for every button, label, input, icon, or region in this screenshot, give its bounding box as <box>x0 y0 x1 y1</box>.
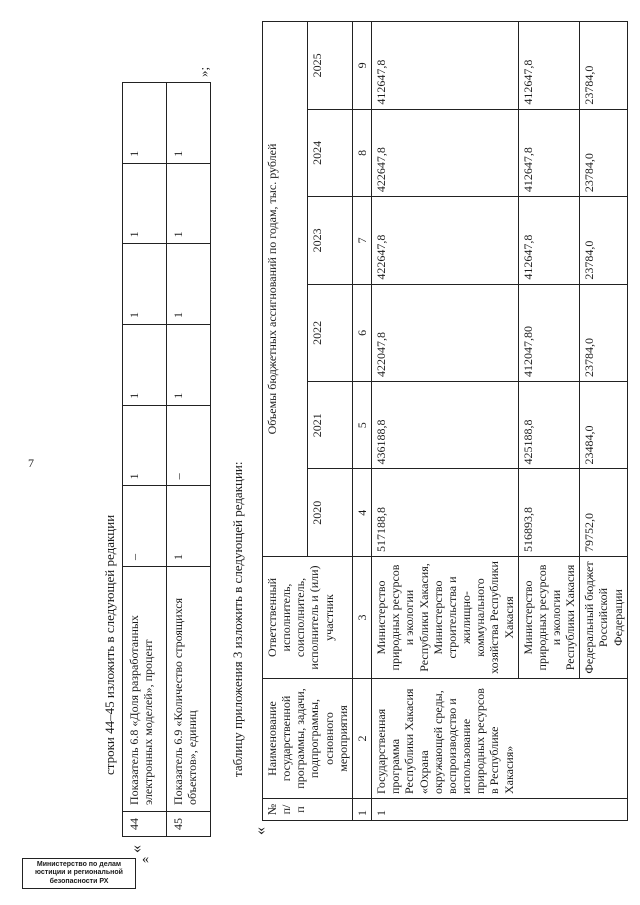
table-cell: 79752,0 <box>580 469 627 557</box>
table-cell: 1 <box>123 405 167 486</box>
table-cell: – <box>167 405 211 486</box>
header-year: 2024 <box>307 109 352 197</box>
stamp-quote: « <box>142 852 149 867</box>
table-cell: 1 <box>167 244 211 325</box>
table-cell: Показатель 6.9 «Количество строящихся объектов», единиц <box>167 567 211 812</box>
table-cell: Показатель 6.8 «Доля разработанных электронных моделей», процент <box>123 567 167 812</box>
table-cell: 1 <box>123 244 167 325</box>
table-cell: 1 <box>167 83 211 164</box>
table1-close-mark: »; <box>196 66 211 77</box>
header-year: 2022 <box>307 284 352 381</box>
column-number-row <box>352 22 371 821</box>
column-number: 3 <box>352 557 371 679</box>
table-cell: 1 <box>167 486 211 567</box>
table-cell: 1 <box>123 163 167 244</box>
page-number: 7 <box>28 456 34 470</box>
column-number: 4 <box>352 469 371 557</box>
indicators-table <box>122 82 211 837</box>
table-cell: 425188,8 <box>518 381 580 469</box>
column-number: 5 <box>352 381 371 469</box>
table-cell: 422047,8 <box>372 284 519 381</box>
column-number: 1 <box>352 799 371 821</box>
table-header-row <box>263 22 308 821</box>
header-year: 2023 <box>307 197 352 285</box>
table-row <box>372 22 519 821</box>
header-year: 2020 <box>307 469 352 557</box>
table-cell: 23484,0 <box>580 381 627 469</box>
table-row <box>167 83 211 837</box>
ministry-stamp: Министерство по делам юстиции и региональной безопасности РХ <box>22 858 136 889</box>
table-cell: 45 <box>167 812 211 837</box>
table-cell: 1 <box>123 325 167 406</box>
table-cell: 23784,0 <box>580 22 627 110</box>
column-number: 9 <box>352 22 371 110</box>
header-no: № п/п <box>263 799 353 821</box>
column-number: 6 <box>352 284 371 381</box>
table2-open-quote: « <box>252 827 269 835</box>
table-cell: 23784,0 <box>580 284 627 381</box>
table2-heading: таблицу приложения 3 изложить в следующей редакции: <box>230 461 245 777</box>
table-cell: 516893,8 <box>518 469 580 557</box>
table-cell: Министерство природных ресурсов и экологии Республики Хакасия <box>518 557 580 679</box>
header-volumes: Объемы бюджетных ассигнований по годам, тыс. рублей <box>263 22 308 557</box>
table-cell: 1 <box>167 163 211 244</box>
header-name: Наименование государственной программы, задачи, подпрограммы, основного мероприятия <box>263 679 353 799</box>
column-number: 2 <box>352 679 371 799</box>
column-number: 8 <box>352 109 371 197</box>
header-year: 2025 <box>307 22 352 110</box>
column-number: 7 <box>352 197 371 285</box>
table-cell: 412647,8 <box>518 197 580 285</box>
table-cell: 1 <box>372 799 628 821</box>
table-cell: 412647,8 <box>518 22 580 110</box>
header-year: 2021 <box>307 381 352 469</box>
table-cell: 422647,8 <box>372 109 519 197</box>
table-cell: 1 <box>123 83 167 164</box>
table-cell: 23784,0 <box>580 197 627 285</box>
header-executor: Ответственный исполнитель, соисполнитель, исполнитель и (или) участник <box>263 557 353 679</box>
table1-heading: строки 44–45 изложить в следующей редакции <box>102 514 117 775</box>
table-row <box>123 83 167 837</box>
table-cell: Федеральный бюджет Российской Федерации <box>580 557 627 679</box>
table-cell: 517188,8 <box>372 469 519 557</box>
table-cell: 412047,80 <box>518 284 580 381</box>
table1-open-quote: « <box>128 845 145 853</box>
table-cell: 412647,8 <box>518 109 580 197</box>
budget-table <box>262 21 628 821</box>
table-cell: 23784,0 <box>580 109 627 197</box>
table-cell: – <box>123 486 167 567</box>
table-cell: 412647,8 <box>372 22 519 110</box>
table-cell: Государственная программа Республики Хакасия «Охрана окружающей среды, воспроизводство и использование природных ресурсов в Республике Хакасия» <box>372 679 628 799</box>
table-cell: 1 <box>167 325 211 406</box>
table-cell: 436188,8 <box>372 381 519 469</box>
table-cell: 422647,8 <box>372 197 519 285</box>
table-cell: 44 <box>123 812 167 837</box>
table-cell: Министерство природных ресурсов и экологии Республики Хакасия, Министерство строительства и жилищно-коммунального хозяйства Республики Хакасия <box>372 557 519 679</box>
